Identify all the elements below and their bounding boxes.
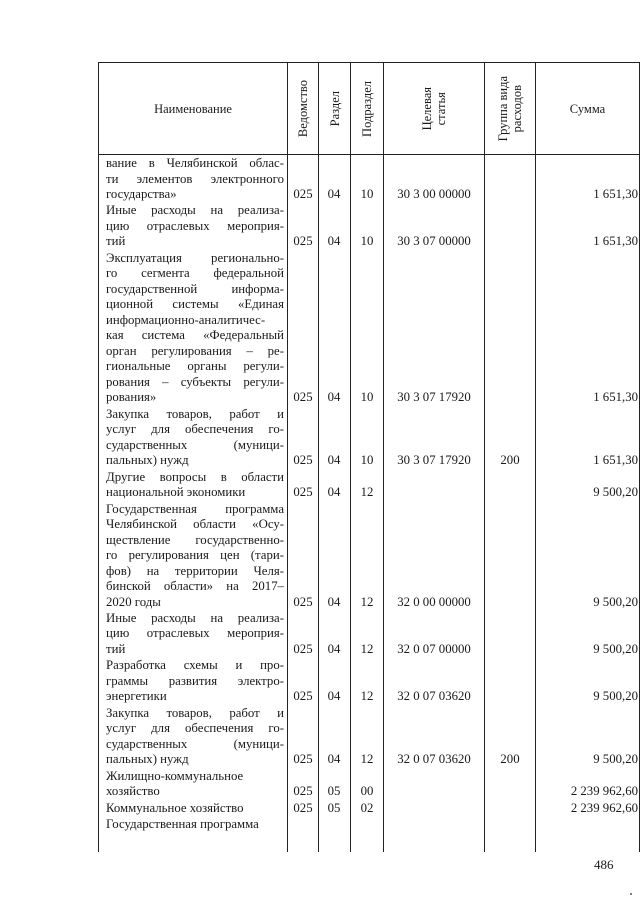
cell-razdel: 04 (327, 485, 341, 500)
cell-razdel: 04 (327, 234, 341, 249)
cell-summa: 1 651,30 (593, 187, 638, 201)
table-row (98, 801, 640, 817)
cell-podrazdel: 12 (360, 752, 374, 767)
cell-podrazdel: 12 (360, 485, 374, 500)
cell-summa: 1 651,30 (593, 234, 638, 249)
name-line: Эксплуатация регионально- (106, 250, 284, 265)
header-name: Наименование (154, 101, 232, 116)
cell-summa: 1 651,30 (593, 390, 638, 405)
table-row (98, 658, 640, 705)
cell-name (106, 706, 284, 768)
cell-vedomstvo: 025 (293, 390, 313, 405)
cell-vedomstvo: 025 (293, 784, 313, 799)
name-line: Иные расходы на реализа- (106, 610, 284, 625)
cell-vedomstvo: 025 (293, 752, 313, 767)
name-line: сударственных (муници- (106, 437, 284, 452)
cell-celevaya: 30 3 07 17920 (397, 453, 471, 468)
cell-summa: 9 500,20 (593, 752, 638, 767)
cell-gruppa: 200 (500, 453, 520, 468)
name-line: орган регулирования – ре- (106, 343, 284, 358)
cell-name (106, 817, 284, 833)
header-celevaya: Целевая статья (420, 86, 448, 131)
header-bottom-border (98, 154, 640, 155)
cell-podrazdel: 02 (360, 800, 374, 815)
name-line: пальных) нужд (106, 752, 189, 767)
name-line: Другие вопросы в области (106, 469, 284, 484)
cell-vedomstvo: 025 (293, 594, 313, 609)
name-line: цию отраслевых мероприя- (106, 218, 284, 233)
name-line: Разработка схемы и про- (106, 658, 284, 673)
cell-celevaya: 30 3 00 00000 (397, 187, 471, 201)
cell-vedomstvo: 025 (293, 187, 313, 201)
cell-name (106, 156, 284, 203)
name-line: вание в Челябинской облас- (106, 156, 284, 170)
name-line: Государственная программа (106, 816, 259, 831)
cell-name (106, 251, 284, 406)
cell-name (106, 407, 284, 469)
table-row (98, 407, 640, 469)
name-line: энергетики (106, 689, 167, 704)
cell-vedomstvo: 025 (293, 641, 313, 656)
cell-gruppa: 200 (500, 752, 520, 767)
cell-celevaya: 32 0 07 00000 (397, 641, 471, 656)
table-row (98, 706, 640, 768)
cell-podrazdel: 10 (360, 390, 374, 405)
cell-celevaya: 30 3 07 00000 (397, 234, 471, 249)
cell-name (106, 470, 284, 501)
cell-summa: 2 239 962,60 (570, 800, 638, 815)
table-row (98, 769, 640, 800)
cell-razdel: 04 (327, 453, 341, 468)
cell-summa: 9 500,20 (593, 485, 638, 500)
cell-razdel: 05 (327, 784, 341, 799)
table-row (98, 156, 640, 203)
name-line: ществление государственно- (106, 532, 284, 547)
cell-podrazdel: 10 (360, 187, 374, 201)
name-line: го сегмента федеральной (106, 266, 284, 281)
cell-razdel: 04 (327, 187, 341, 201)
cell-summa: 1 651,30 (593, 453, 638, 468)
name-line: ти элементов электронного (106, 171, 284, 186)
name-line: тий (106, 234, 126, 249)
scan-speck (630, 893, 632, 895)
cell-podrazdel: 12 (360, 641, 374, 656)
name-line: Челябинской области «Осу- (106, 517, 284, 531)
name-line: Закупка товаров, работ и (106, 406, 284, 421)
name-line: рования – субъекты регули- (106, 374, 284, 389)
cell-name (106, 203, 284, 250)
cell-razdel: 04 (327, 752, 341, 767)
header-vedomstvo: Ведомство (296, 79, 310, 138)
name-line: фов) на территории Челя- (106, 563, 284, 578)
name-line: Иные расходы на реализа- (106, 203, 284, 218)
name-line: рования» (106, 390, 157, 405)
name-line: информационно-аналитичес- (106, 312, 266, 327)
name-line: Закупка товаров, работ и (106, 705, 284, 720)
cell-razdel: 04 (327, 689, 341, 704)
cell-name (106, 611, 284, 658)
name-line: граммы развития электро- (106, 673, 284, 688)
header-gruppa: Группа вида расходов (496, 75, 524, 142)
name-line: тий (106, 641, 126, 656)
cell-podrazdel: 00 (360, 784, 374, 799)
name-line: услуг для обеспечения го- (106, 422, 284, 437)
name-line: цию отраслевых мероприя- (106, 626, 284, 641)
cell-name (106, 502, 284, 611)
cell-celevaya: 32 0 07 03620 (397, 752, 471, 767)
cell-celevaya: 30 3 07 17920 (397, 390, 471, 405)
cell-celevaya: 32 0 07 03620 (397, 689, 471, 704)
name-line: национальной экономики (106, 485, 246, 500)
cell-summa: 9 500,20 (593, 641, 638, 656)
name-line: хозяйство (106, 784, 160, 799)
name-line: кая система «Федеральный (106, 328, 284, 343)
cell-podrazdel: 10 (360, 453, 374, 468)
name-line: Жилищно-коммунальное (106, 768, 244, 783)
cell-vedomstvo: 025 (293, 689, 313, 704)
cell-celevaya: 32 0 00 00000 (397, 594, 471, 609)
name-line: 2020 годы (106, 594, 161, 609)
cell-summa: 2 239 962,60 (570, 784, 638, 799)
cell-razdel: 04 (327, 641, 341, 656)
cell-podrazdel: 12 (360, 689, 374, 704)
cell-razdel: 04 (327, 594, 341, 609)
cell-name (106, 658, 284, 705)
table-row (98, 502, 640, 611)
name-line: услуг для обеспечения го- (106, 721, 284, 736)
cell-podrazdel: 12 (360, 594, 374, 609)
cell-vedomstvo: 025 (293, 800, 313, 815)
cell-name (106, 801, 284, 817)
name-line: Государственная программа (106, 501, 284, 516)
cell-vedomstvo: 025 (293, 453, 313, 468)
table-row (98, 611, 640, 658)
table-row (98, 470, 640, 501)
cell-vedomstvo: 025 (293, 485, 313, 500)
cell-summa: 9 500,20 (593, 689, 638, 704)
cell-name (106, 769, 284, 800)
cell-vedomstvo: 025 (293, 234, 313, 249)
name-line: го регулирования цен (тари- (106, 548, 284, 562)
header-podrazdel: Подраздел (360, 80, 374, 137)
name-line: пальных) нужд (106, 453, 189, 468)
page-number: 486 (594, 857, 614, 872)
table-row (98, 251, 640, 406)
name-line: Коммунальное хозяйство (106, 800, 244, 815)
name-line: ционной системы «Единая (106, 297, 284, 312)
cell-razdel: 05 (327, 800, 341, 815)
name-line: государства» (106, 187, 177, 201)
name-line: сударственных (муници- (106, 736, 284, 751)
cell-podrazdel: 10 (360, 234, 374, 249)
name-line: гиональные органы регули- (106, 359, 284, 374)
header-summa: Сумма (569, 101, 606, 116)
name-line: бинской области» на 2017– (106, 579, 284, 593)
name-line: государственной информа- (106, 281, 284, 296)
table-row (98, 817, 640, 833)
header-razdel: Раздел (327, 90, 342, 127)
cell-razdel: 04 (327, 390, 341, 405)
cell-summa: 9 500,20 (593, 594, 638, 609)
table-row (98, 203, 640, 250)
